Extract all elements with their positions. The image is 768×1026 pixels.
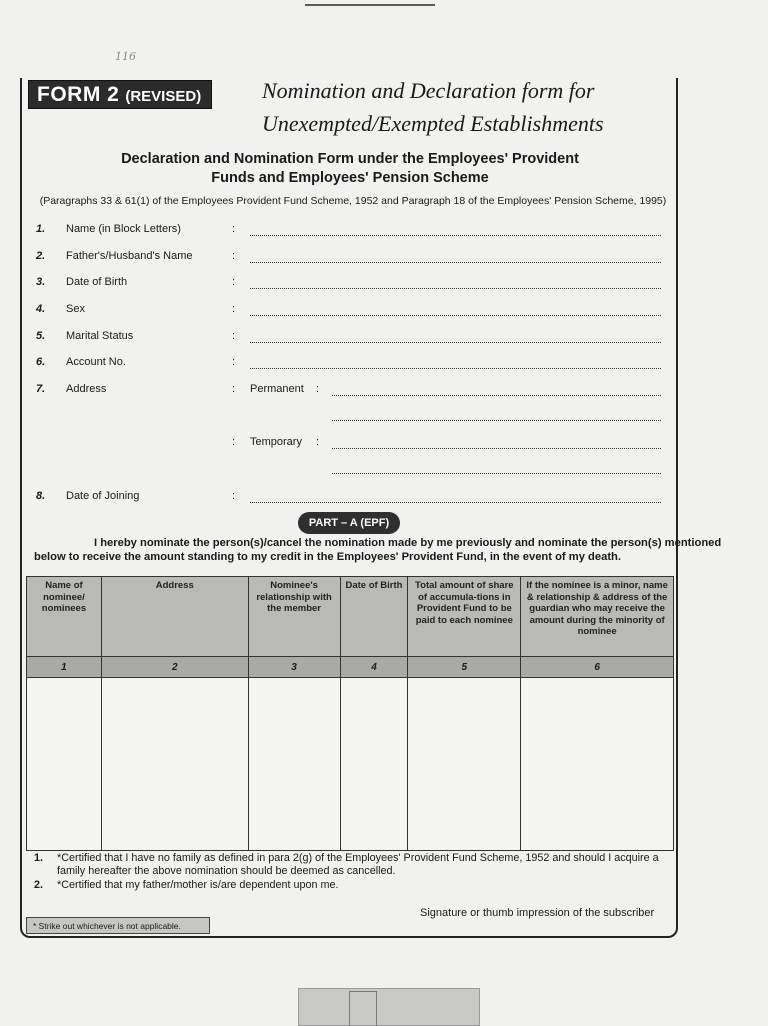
column-number-row [27, 657, 674, 678]
field-label: Date of Joining [66, 490, 140, 502]
certification-item [34, 852, 666, 878]
column-number: 4 [340, 657, 408, 678]
account-entry-line[interactable] [250, 368, 661, 369]
nominee-table [26, 576, 674, 851]
dob-entry-line[interactable] [250, 288, 661, 289]
field-number: 2. [36, 250, 46, 262]
column-number: 2 [101, 657, 248, 678]
nominee-guardian-cell[interactable] [521, 678, 674, 851]
form-title-line1: Nomination and Declaration form for [262, 78, 595, 103]
column-header: Address [101, 577, 248, 657]
field-colon: : [232, 223, 236, 235]
father-husband-entry-line[interactable] [250, 262, 661, 263]
permanent-address-line2[interactable] [332, 420, 661, 421]
section-heading-line1: Declaration and Nomination Form under the Employees' Provident [121, 151, 579, 167]
section-heading-line2: Funds and Employees' Pension Scheme [211, 170, 489, 186]
pencil-annotation: 116 [115, 50, 136, 63]
field-label: Father's/Husband's Name [66, 250, 193, 262]
form-number-badge [28, 80, 212, 109]
field-number: 1. [36, 223, 46, 235]
nominee-dob-cell[interactable] [340, 678, 408, 851]
table-header-row [27, 577, 674, 657]
field-number: 6. [36, 356, 46, 368]
field-label: Account No. [66, 356, 126, 368]
field-number: 5. [36, 330, 46, 342]
field-number: 7. [36, 383, 46, 395]
field-label: Address [66, 383, 107, 395]
field-address-row [36, 383, 661, 401]
address-permanent-label: Permanent [250, 383, 304, 395]
paragraph-reference: (Paragraphs 33 & 61(1) of the Employees Provident Fund Scheme, 1952 and Paragraph 18 of the Employees' Pension Scheme, 1995) [39, 195, 667, 207]
address-colon: : [316, 436, 320, 448]
form-number: FORM 2 [37, 83, 120, 106]
column-number: 3 [248, 657, 340, 678]
field-colon: : [232, 330, 236, 342]
field-label: Marital Status [66, 330, 134, 342]
scan-holder-tab [298, 988, 480, 1026]
address-temporary-label: Temporary [250, 436, 302, 448]
field-joining-row [36, 490, 661, 508]
name-entry-line[interactable] [250, 235, 661, 236]
field-colon: : [232, 490, 236, 502]
field-number: 3. [36, 276, 46, 288]
address-colon: : [316, 383, 320, 395]
form-revised-label: (REVISED) [125, 88, 202, 105]
nomination-statement-line2: below to receive the amount standing to my credit in the Employees' Provident Fund, in the event of my death. [34, 551, 621, 563]
certification-number: 2. [34, 879, 44, 891]
column-number: 1 [27, 657, 102, 678]
field-colon: : [232, 383, 236, 395]
signature-label: Signature or thumb impression of the subscriber [420, 907, 655, 919]
field-account-row [36, 356, 661, 374]
field-label: Name (in Block Letters) [66, 223, 181, 235]
nominee-share-cell[interactable] [408, 678, 521, 851]
field-father-husband-row [36, 250, 661, 268]
field-label: Sex [66, 303, 85, 315]
joining-entry-line[interactable] [250, 502, 661, 503]
table-row [27, 678, 674, 851]
nominee-address-cell[interactable] [101, 678, 248, 851]
temporary-address-line1[interactable] [332, 448, 661, 449]
field-colon: : [232, 303, 236, 315]
field-number: 4. [36, 303, 46, 315]
field-name-row [36, 223, 661, 241]
certification-number: 1. [34, 852, 44, 864]
column-number: 5 [408, 657, 521, 678]
field-sex-row [36, 303, 661, 321]
part-a-label: PART – A (EPF) [298, 512, 400, 534]
field-dob-row [36, 276, 661, 294]
form-border-corner [676, 96, 678, 116]
field-label: Date of Birth [66, 276, 128, 288]
form-title-line2: Unexempted/Exempted Establishments [262, 111, 604, 136]
field-number: 8. [36, 490, 46, 502]
address-colon: : [232, 436, 236, 448]
certification-text: *Certified that my father/mother is/are dependent upon me. [57, 879, 339, 891]
field-marital-row [36, 330, 661, 348]
scan-edge-mark [305, 4, 435, 6]
strike-out-note: * Strike out whichever is not applicable. [26, 917, 210, 934]
field-colon: : [232, 356, 236, 368]
column-header: Date of Birth [340, 577, 408, 657]
column-number: 6 [521, 657, 674, 678]
column-header: If the nominee is a minor, name & relationship & address of the guardian who may receive the amount during the minority of nominee [521, 577, 674, 657]
certification-text: *Certified that I have no family as defined in para 2(g) of the Employees' Provident Fund Scheme, 1952 and should I acquire a family hereafter the above nomination should be deemed as cancelled. [57, 852, 659, 877]
nomination-statement-line1: I hereby nominate the person(s)/cancel the nomination made by me previously and nominate the person(s) mentioned [94, 537, 722, 549]
nominee-relationship-cell[interactable] [248, 678, 340, 851]
column-header: Name of nominee/ nominees [27, 577, 102, 657]
field-colon: : [232, 250, 236, 262]
sex-entry-line[interactable] [250, 315, 661, 316]
column-header: Nominee's relationship with the member [248, 577, 340, 657]
nominee-name-cell[interactable] [27, 678, 102, 851]
field-colon: : [232, 276, 236, 288]
column-header: Total amount of share of accumula-tions in Provident Fund to be paid to each nominee [408, 577, 521, 657]
permanent-address-line1[interactable] [332, 395, 661, 396]
temporary-address-line2[interactable] [332, 473, 661, 474]
scan-figure [349, 991, 377, 1026]
marital-entry-line[interactable] [250, 342, 661, 343]
certification-item [34, 879, 666, 892]
nomination-statement [34, 536, 722, 564]
